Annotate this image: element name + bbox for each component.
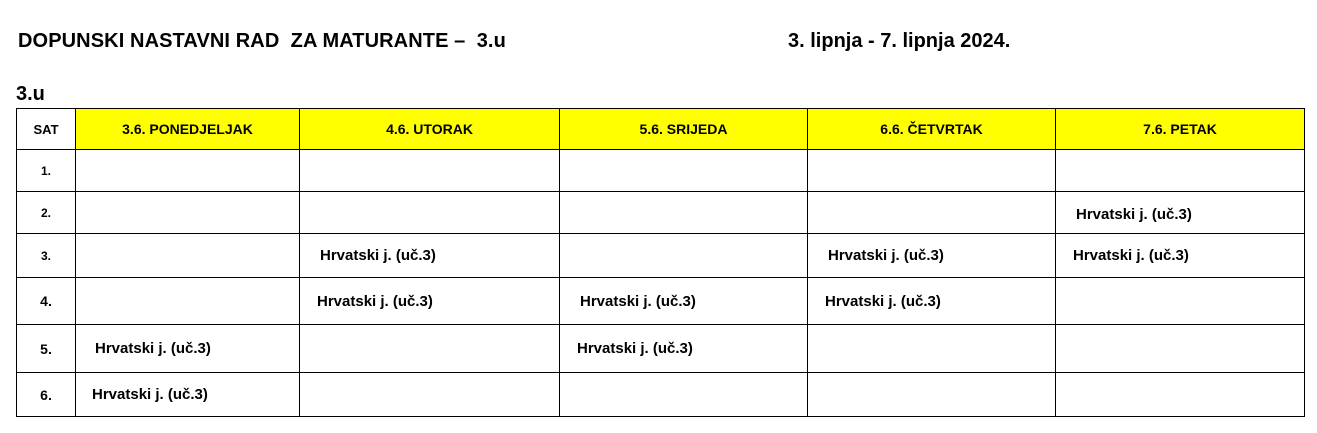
table-cell	[300, 325, 560, 373]
table-cell	[76, 150, 300, 192]
table-row	[17, 234, 1305, 278]
hour-label: 1.	[17, 150, 76, 192]
table-cell	[300, 278, 560, 325]
hour-label: 4.	[17, 278, 76, 325]
subject-text: Hrvatski j. (uč.3)	[317, 292, 433, 310]
hour-label: 3.	[17, 234, 76, 278]
hour-label: 2.	[17, 192, 76, 234]
subject-text: Hrvatski j. (uč.3)	[580, 292, 696, 310]
table-cell	[560, 325, 808, 373]
table-cell	[1056, 234, 1305, 278]
column-header-tuesday: 4.6. UTORAK	[300, 109, 560, 150]
subject-text: Hrvatski j. (uč.3)	[828, 247, 944, 264]
date-range: 3. lipnja - 7. lipnja 2024.	[788, 30, 1011, 52]
table-cell	[300, 192, 560, 234]
table-cell	[560, 278, 808, 325]
table-cell	[560, 192, 808, 234]
hour-label: 5.	[17, 325, 76, 373]
subject-text: Hrvatski j. (uč.3)	[1073, 247, 1189, 264]
table-cell	[808, 373, 1056, 417]
schedule-table	[16, 108, 1305, 417]
table-row	[17, 192, 1305, 234]
table-cell	[808, 150, 1056, 192]
table-row	[17, 278, 1305, 325]
table-cell	[300, 373, 560, 417]
table-cell	[1056, 278, 1305, 325]
table-cell	[76, 278, 300, 325]
table-cell	[76, 325, 300, 373]
table-row	[17, 150, 1305, 192]
subject-text: Hrvatski j. (uč.3)	[92, 386, 208, 403]
subject-text: Hrvatski j. (uč.3)	[825, 292, 941, 310]
table-cell	[808, 278, 1056, 325]
table-cell	[76, 234, 300, 278]
subject-text: Hrvatski j. (uč.3)	[577, 340, 693, 357]
hour-label: 6.	[17, 373, 76, 417]
table-cell	[76, 192, 300, 234]
table-cell	[560, 234, 808, 278]
subject-text: Hrvatski j. (uč.3)	[1076, 205, 1192, 223]
table-cell	[808, 192, 1056, 234]
subject-text: Hrvatski j. (uč.3)	[320, 247, 436, 264]
table-cell	[560, 373, 808, 417]
table-row	[17, 325, 1305, 373]
table-cell	[1056, 373, 1305, 417]
column-header-thursday: 6.6. ČETVRTAK	[808, 109, 1056, 150]
table-cell	[808, 234, 1056, 278]
table-cell	[1056, 192, 1305, 234]
table-cell	[300, 150, 560, 192]
table-cell	[808, 325, 1056, 373]
class-label: 3.u	[16, 83, 45, 105]
column-header-wednesday: 5.6. SRIJEDA	[560, 109, 808, 150]
header-row	[17, 109, 1305, 150]
table-cell	[300, 234, 560, 278]
table-row	[17, 373, 1305, 417]
table-cell	[1056, 325, 1305, 373]
table-cell	[1056, 150, 1305, 192]
column-header-monday: 3.6. PONEDJELJAK	[76, 109, 300, 150]
document-title: DOPUNSKI NASTAVNI RAD ZA MATURANTE – 3.u	[18, 30, 506, 52]
table-cell	[560, 150, 808, 192]
subject-text: Hrvatski j. (uč.3)	[95, 340, 211, 357]
table-cell	[76, 373, 300, 417]
column-header-friday: 7.6. PETAK	[1056, 109, 1305, 150]
column-header-sat: SAT	[17, 109, 76, 150]
